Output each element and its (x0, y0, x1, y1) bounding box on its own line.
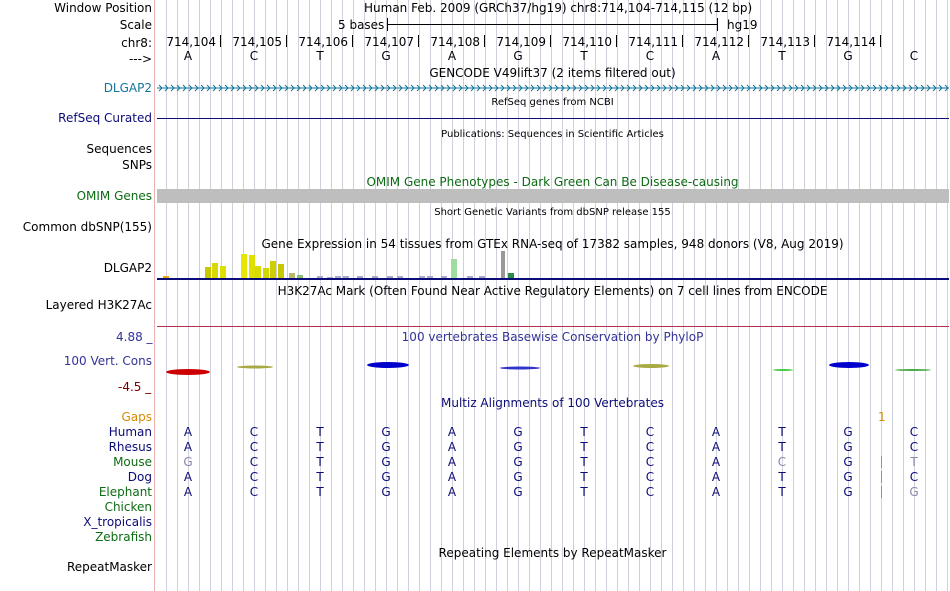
ruler-position: 714,112 (694, 35, 744, 49)
alignment-base: G (513, 470, 523, 484)
ruler-tick (748, 35, 749, 47)
ruler-base: T (778, 49, 786, 63)
alignment-base: A (711, 425, 721, 439)
gtex-tissue-bar[interactable] (241, 254, 247, 278)
cons-min-value: -4.5 _ (118, 380, 152, 394)
alignment-base: C (645, 470, 655, 484)
ruler-tick (484, 35, 485, 47)
cons-logo-c2 (633, 364, 669, 368)
alignment-base: C (777, 455, 787, 469)
conservation-track-title[interactable]: 100 vertebrates Basewise Conservation by PhyloP (401, 330, 704, 344)
alignment-base: A (183, 440, 193, 454)
ruler-base: A (447, 49, 457, 63)
ruler-base: G (843, 49, 853, 63)
alignment-base: T (778, 440, 786, 454)
alignment-base: T (580, 455, 588, 469)
ruler-position: 714,113 (760, 35, 810, 49)
h3k27ac-track-title[interactable]: H3K27Ac Mark (Often Found Near Active Regulatory Elements) on 7 cell lines from ENCODE (277, 284, 828, 298)
alignment-base: C (909, 425, 919, 439)
refseq-track-title[interactable]: RefSeq genes from NCBI (491, 97, 614, 108)
alignment-base: G (513, 455, 523, 469)
cons-logo-t (773, 369, 793, 371)
alignment-base: T (778, 485, 786, 499)
alignment-base: C (249, 455, 259, 469)
gtex-tissue-bar[interactable] (451, 259, 457, 278)
ruler-base: C (249, 49, 259, 63)
gtex-tissue-bar[interactable] (270, 261, 276, 278)
gtex-track-title[interactable]: Gene Expression in 54 tissues from GTEx RNA-seq of 17382 samples, 948 donors (V8, Aug 2019) (261, 237, 844, 251)
alignment-base: T (580, 440, 588, 454)
alignment-base: G (843, 455, 853, 469)
cons-logo-g2 (500, 367, 540, 370)
ruler-base: G (381, 49, 391, 63)
repeatmasker-label[interactable]: RepeatMasker (66, 560, 152, 574)
alignment-base: T (778, 425, 786, 439)
publications-track-title[interactable]: Publications: Sequences in Scientific Articles (441, 129, 664, 140)
ruler-base: A (711, 49, 721, 63)
omim-label[interactable]: OMIM Genes (76, 189, 152, 203)
cons-logo-a (166, 369, 210, 375)
h3k27ac-baseline (157, 326, 949, 327)
gaps-label[interactable]: Gaps (121, 410, 152, 424)
species-label[interactable]: Elephant (98, 485, 152, 499)
alignment-base: A (711, 455, 721, 469)
snps-label[interactable]: SNPs (122, 158, 152, 172)
alignment-base: T (580, 485, 588, 499)
gap-marker (881, 471, 882, 483)
alignment-base: C (645, 485, 655, 499)
conservation-label[interactable]: 100 Vert. Cons (63, 354, 152, 368)
ruler-tick (418, 35, 419, 47)
alignment-base: G (381, 455, 391, 469)
species-label[interactable]: Dog (127, 470, 152, 484)
alignment-base: G (381, 440, 391, 454)
alignment-base: C (249, 425, 259, 439)
repeatmasker-track-title[interactable]: Repeating Elements by RepeatMasker (438, 546, 667, 560)
scale-bar-left-cap (387, 18, 388, 31)
ruler-tick (220, 35, 221, 47)
gtex-label[interactable]: DLGAP2 (103, 261, 152, 275)
cons-logo-c3 (895, 369, 931, 371)
species-label[interactable]: X_tropicalis (83, 515, 152, 529)
alignment-base: A (183, 425, 193, 439)
scale-bar (387, 24, 718, 25)
gtex-expression-chart[interactable] (157, 250, 949, 278)
cons-logo-g3 (829, 362, 869, 368)
species-label[interactable]: Zebrafish (95, 530, 152, 544)
gtex-tissue-bar[interactable] (501, 251, 505, 278)
alignment-base: G (513, 485, 523, 499)
omim-gene-bar[interactable] (157, 189, 949, 203)
ruler-position: 714,114 (826, 35, 876, 49)
alignment-base: A (447, 470, 457, 484)
chr-label: chr8: (121, 36, 152, 50)
ruler-tick (352, 35, 353, 47)
alignment-base: C (909, 470, 919, 484)
scale-value: 5 bases (338, 18, 385, 32)
ruler-position: 714,109 (496, 35, 546, 49)
alignment-base: A (447, 455, 457, 469)
gtex-tissue-bar[interactable] (255, 266, 261, 278)
scale-bar-right-cap (717, 18, 718, 31)
alignment-base: C (645, 425, 655, 439)
ruler-position: 714,107 (364, 35, 414, 49)
species-label[interactable]: Chicken (104, 500, 152, 514)
refseq-gene-line[interactable] (157, 118, 949, 119)
alignment-base: T (316, 440, 324, 454)
gap-marker (881, 456, 882, 468)
alignment-base: T (316, 485, 324, 499)
dbsnp-label[interactable]: Common dbSNP(155) (22, 220, 152, 234)
alignment-base: A (447, 425, 457, 439)
gaps-count: 1 (878, 410, 886, 424)
ruler-base: C (909, 49, 919, 63)
cons-logo-g1 (367, 362, 409, 368)
alignment-base: A (447, 440, 457, 454)
alignment-base: G (843, 425, 853, 439)
alignment-base: A (711, 440, 721, 454)
ruler-position: 714,104 (166, 35, 216, 49)
alignment-base: G (183, 455, 193, 469)
alignment-base: A (711, 470, 721, 484)
species-label[interactable]: Rhesus (108, 440, 152, 454)
ruler-position: 714,105 (232, 35, 282, 49)
strand-label: ---> (128, 52, 152, 66)
ruler-base: G (513, 49, 523, 63)
ruler-base: C (645, 49, 655, 63)
gtex-tissue-bar[interactable] (212, 263, 218, 278)
ruler-base: T (316, 49, 324, 63)
alignment-base: T (580, 425, 588, 439)
conservation-logo[interactable] (157, 356, 949, 378)
ruler-tick (814, 35, 815, 47)
alignment-base: A (183, 470, 193, 484)
ruler-tick (682, 35, 683, 47)
sequences-label[interactable]: Sequences (86, 142, 152, 156)
alignment-base: G (843, 440, 853, 454)
alignment-base: G (843, 470, 853, 484)
alignment-base: A (183, 485, 193, 499)
ruler-tick (616, 35, 617, 47)
alignment-base: G (843, 485, 853, 499)
multiz-track-title[interactable]: Multiz Alignments of 100 Vertebrates (440, 396, 665, 410)
species-label[interactable]: Mouse (113, 455, 152, 469)
omim-track-title[interactable]: OMIM Gene Phenotypes - Dark Green Can Be Disease-causing (366, 175, 739, 189)
refseq-label[interactable]: RefSeq Curated (58, 111, 152, 125)
alignment-base: G (381, 470, 391, 484)
alignment-base: T (316, 470, 324, 484)
gtex-tissue-bar[interactable] (278, 264, 284, 278)
ruler-base: T (580, 49, 588, 63)
dbsnp-track-title[interactable]: Short Genetic Variants from dbSNP release 155 (434, 207, 671, 218)
alignment-base: C (249, 470, 259, 484)
window-position-value: Human Feb. 2009 (GRCh37/hg19) chr8:714,104-714,115 (12 bp) (364, 1, 753, 15)
h3k27ac-label[interactable]: Layered H3K27Ac (45, 298, 152, 312)
dlgap2-gencode-label[interactable]: DLGAP2 (103, 81, 152, 95)
window-position-label: Window Position (54, 1, 152, 15)
alignment-base: C (249, 440, 259, 454)
alignment-base: C (909, 440, 919, 454)
ruler-position: 714,110 (562, 35, 612, 49)
assembly-label: hg19 (727, 18, 758, 32)
alignment-base: G (381, 425, 391, 439)
alignment-base: T (316, 425, 324, 439)
alignment-base: G (513, 425, 523, 439)
gap-marker (881, 486, 882, 498)
alignment-base: G (513, 440, 523, 454)
species-label[interactable]: Human (108, 425, 152, 439)
gencode-track-title[interactable]: GENCODE V49lift37 (2 items filtered out) (429, 66, 676, 80)
cons-max-value: 4.88 _ (116, 330, 153, 344)
alignment-base: T (910, 455, 918, 469)
alignment-base: G (909, 485, 919, 499)
alignment-base: A (711, 485, 721, 499)
dlgap2-gene-model[interactable] (157, 82, 949, 94)
alignment-base: C (249, 485, 259, 499)
ruler-position: 714,108 (430, 35, 480, 49)
alignment-base: C (645, 455, 655, 469)
alignment-base: G (381, 485, 391, 499)
ruler-tick (286, 35, 287, 47)
ruler-tick (880, 35, 881, 47)
gtex-tissue-bar[interactable] (205, 267, 211, 278)
alignment-base: T (778, 470, 786, 484)
scale-label: Scale (119, 18, 152, 32)
gene-strand-arrows (157, 82, 949, 94)
gtex-tissue-bar[interactable] (263, 268, 269, 278)
alignment-base: C (645, 440, 655, 454)
ruler-tick (550, 35, 551, 47)
alignment-base: A (447, 485, 457, 499)
gtex-baseline (157, 278, 949, 280)
cons-logo-c (237, 366, 273, 369)
ruler-position: 714,106 (298, 35, 348, 49)
ruler-base: A (183, 49, 193, 63)
ruler-position: 714,111 (628, 35, 678, 49)
alignment-base: T (316, 455, 324, 469)
alignment-base: T (580, 470, 588, 484)
gtex-tissue-bar[interactable] (220, 266, 226, 278)
